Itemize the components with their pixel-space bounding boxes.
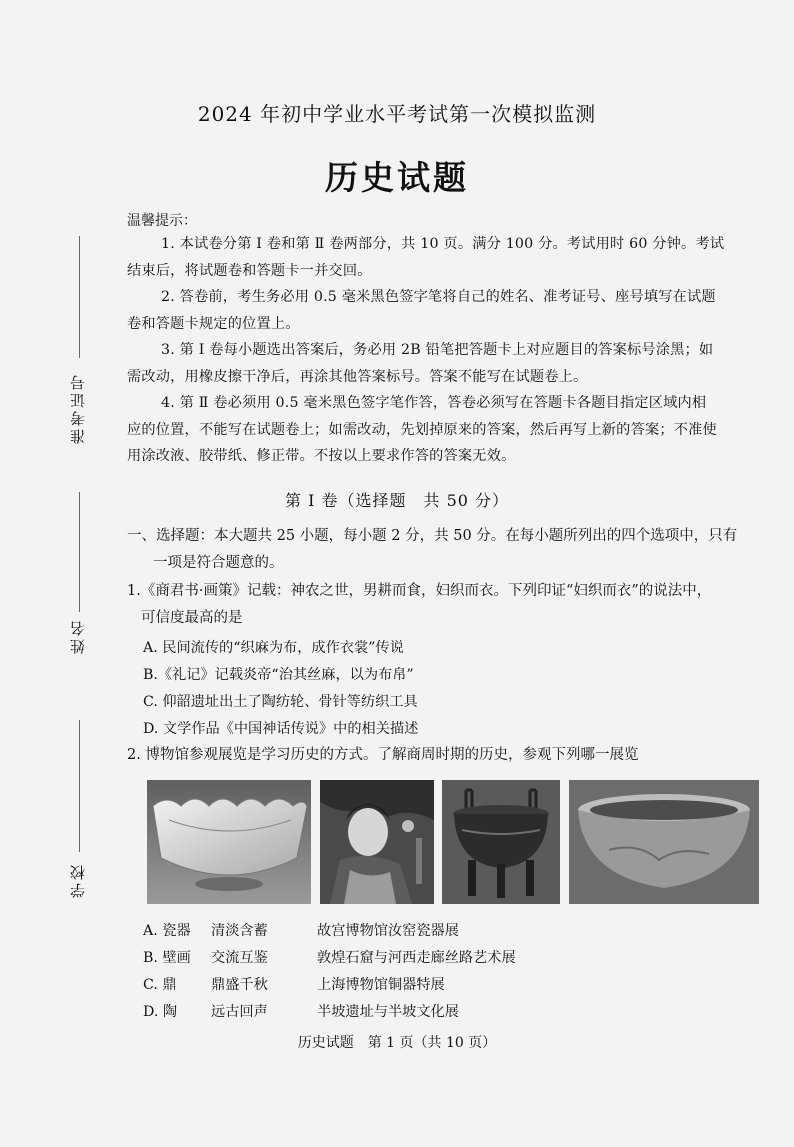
instr-line-2: 一项是符合题意的。 [153, 555, 284, 571]
tip-4b: 应的位置，不能写在试题卷上；如需改动，先划掉原来的答案，然后再写上新的答案；不准使 [127, 421, 717, 438]
tip-1b: 结束后，将试题卷和答题卡一并交回。 [127, 262, 372, 279]
section-instructions [127, 523, 767, 577]
q2-stem: 2. 博物馆参观展览是学习历史的方式。了解商周时期的历史，参观下列哪一展览 [127, 747, 639, 763]
q2-b-exhibit: 敦煌石窟与河西走廊丝路艺术展 [317, 950, 516, 966]
tip-4a: 4. 第 Ⅱ 卷必须用 0.5 毫米黑色签字笔作答，答卷必须写在答题卡各题目指定区域内相 [161, 395, 707, 411]
q2-a-exhibit: 故宫博物馆汝窑瓷器展 [317, 923, 459, 939]
q2-d-theme: 远古回声 [211, 1004, 268, 1020]
part-title: 第 Ⅰ 卷（选择题 共 50 分） [284, 491, 510, 510]
q1-option-b: B.《礼记》记载炎帝“治其丝麻，以为布帛” [143, 667, 414, 683]
q2-c-theme: 鼎盛千秋 [211, 977, 268, 993]
q1-option-c: C. 仰韶遗址出土了陶纺轮、骨针等纺织工具 [143, 694, 418, 710]
porcelain-photo [147, 780, 311, 904]
tip-1a: 1. 本试卷分第 Ⅰ 卷和第 Ⅱ 卷两部分，共 10 页。满分 100 分。考试用时 60 分钟。考试 [161, 236, 725, 252]
q2-d-exhibit: 半坡遗址与半坡文化展 [317, 1004, 459, 1020]
q2-c-letter: C. 鼎 [143, 977, 177, 993]
q2-option-b [143, 947, 516, 967]
q2-b-theme: 交流互鉴 [211, 950, 268, 966]
q1-stem-1: 1.《商君书·画策》记载：神农之世，男耕而食，妇织而衣。下列印证“妇织而衣”的说法中， [127, 583, 712, 599]
pottery-photo [569, 780, 759, 904]
q1-option-a: A. 民间流传的“织麻为布，成作衣裳”传说 [143, 640, 404, 656]
q2-option-c [143, 974, 445, 994]
tip-2b: 卷和答题卡规定的位置上。 [127, 315, 300, 332]
q2-option-a [143, 920, 459, 940]
tip-3a: 3. 第 Ⅰ 卷每小题选出答案后，务必用 2B 铅笔把答题卡上对应题目的答案标号涂黑；如 [161, 342, 714, 358]
page-footer: 历史试题 第 1 页（共 10 页） [297, 1035, 497, 1051]
name-label: 姓名 [69, 618, 87, 654]
q2-d-letter: D. 陶 [143, 1004, 178, 1020]
q2-a-letter: A. 瓷器 [143, 923, 191, 939]
q2-option-d [143, 1001, 459, 1021]
tip-2a: 2. 答卷前，考生务必用 0.5 毫米黑色签字笔将自己的姓名、准考证号、座号填写在试题 [161, 289, 716, 305]
q1-stem-2: 可信度最高的是 [141, 610, 243, 626]
tips-title: 温馨提示： [127, 213, 197, 229]
instr-line-1: 一、选择题：本大题共 25 小题，每小题 2 分，共 50 分。在每小题所列出的四个选项中，只有 [127, 528, 738, 544]
school-line [79, 720, 80, 852]
exam-no-label: 准考证号 [69, 372, 87, 444]
q2-b-letter: B. 壁画 [143, 950, 191, 966]
tip-3b: 需改动，用橡皮擦干净后，再涂其他答案标号。答案不能写在试题卷上。 [127, 368, 588, 385]
q1-option-d: D. 文学作品《中国神话传说》中的相关描述 [143, 721, 419, 737]
tips-body [127, 231, 761, 470]
exam-no-line [79, 236, 80, 358]
q2-c-exhibit: 上海博物馆铜器特展 [317, 977, 445, 993]
bronze-ding-photo [442, 780, 560, 904]
mural-photo [320, 780, 434, 904]
tip-4c: 用涂改液、胶带纸、修正带。不按以上要求作答的答案无效。 [127, 448, 516, 464]
exam-title: 2024 年初中学业水平考试第一次模拟监测 [197, 102, 597, 126]
school-label: 学校 [69, 862, 87, 898]
question-1 [127, 578, 767, 632]
subject-title: 历史试题 [325, 158, 469, 197]
q2-a-theme: 清淡含蓄 [211, 923, 268, 939]
